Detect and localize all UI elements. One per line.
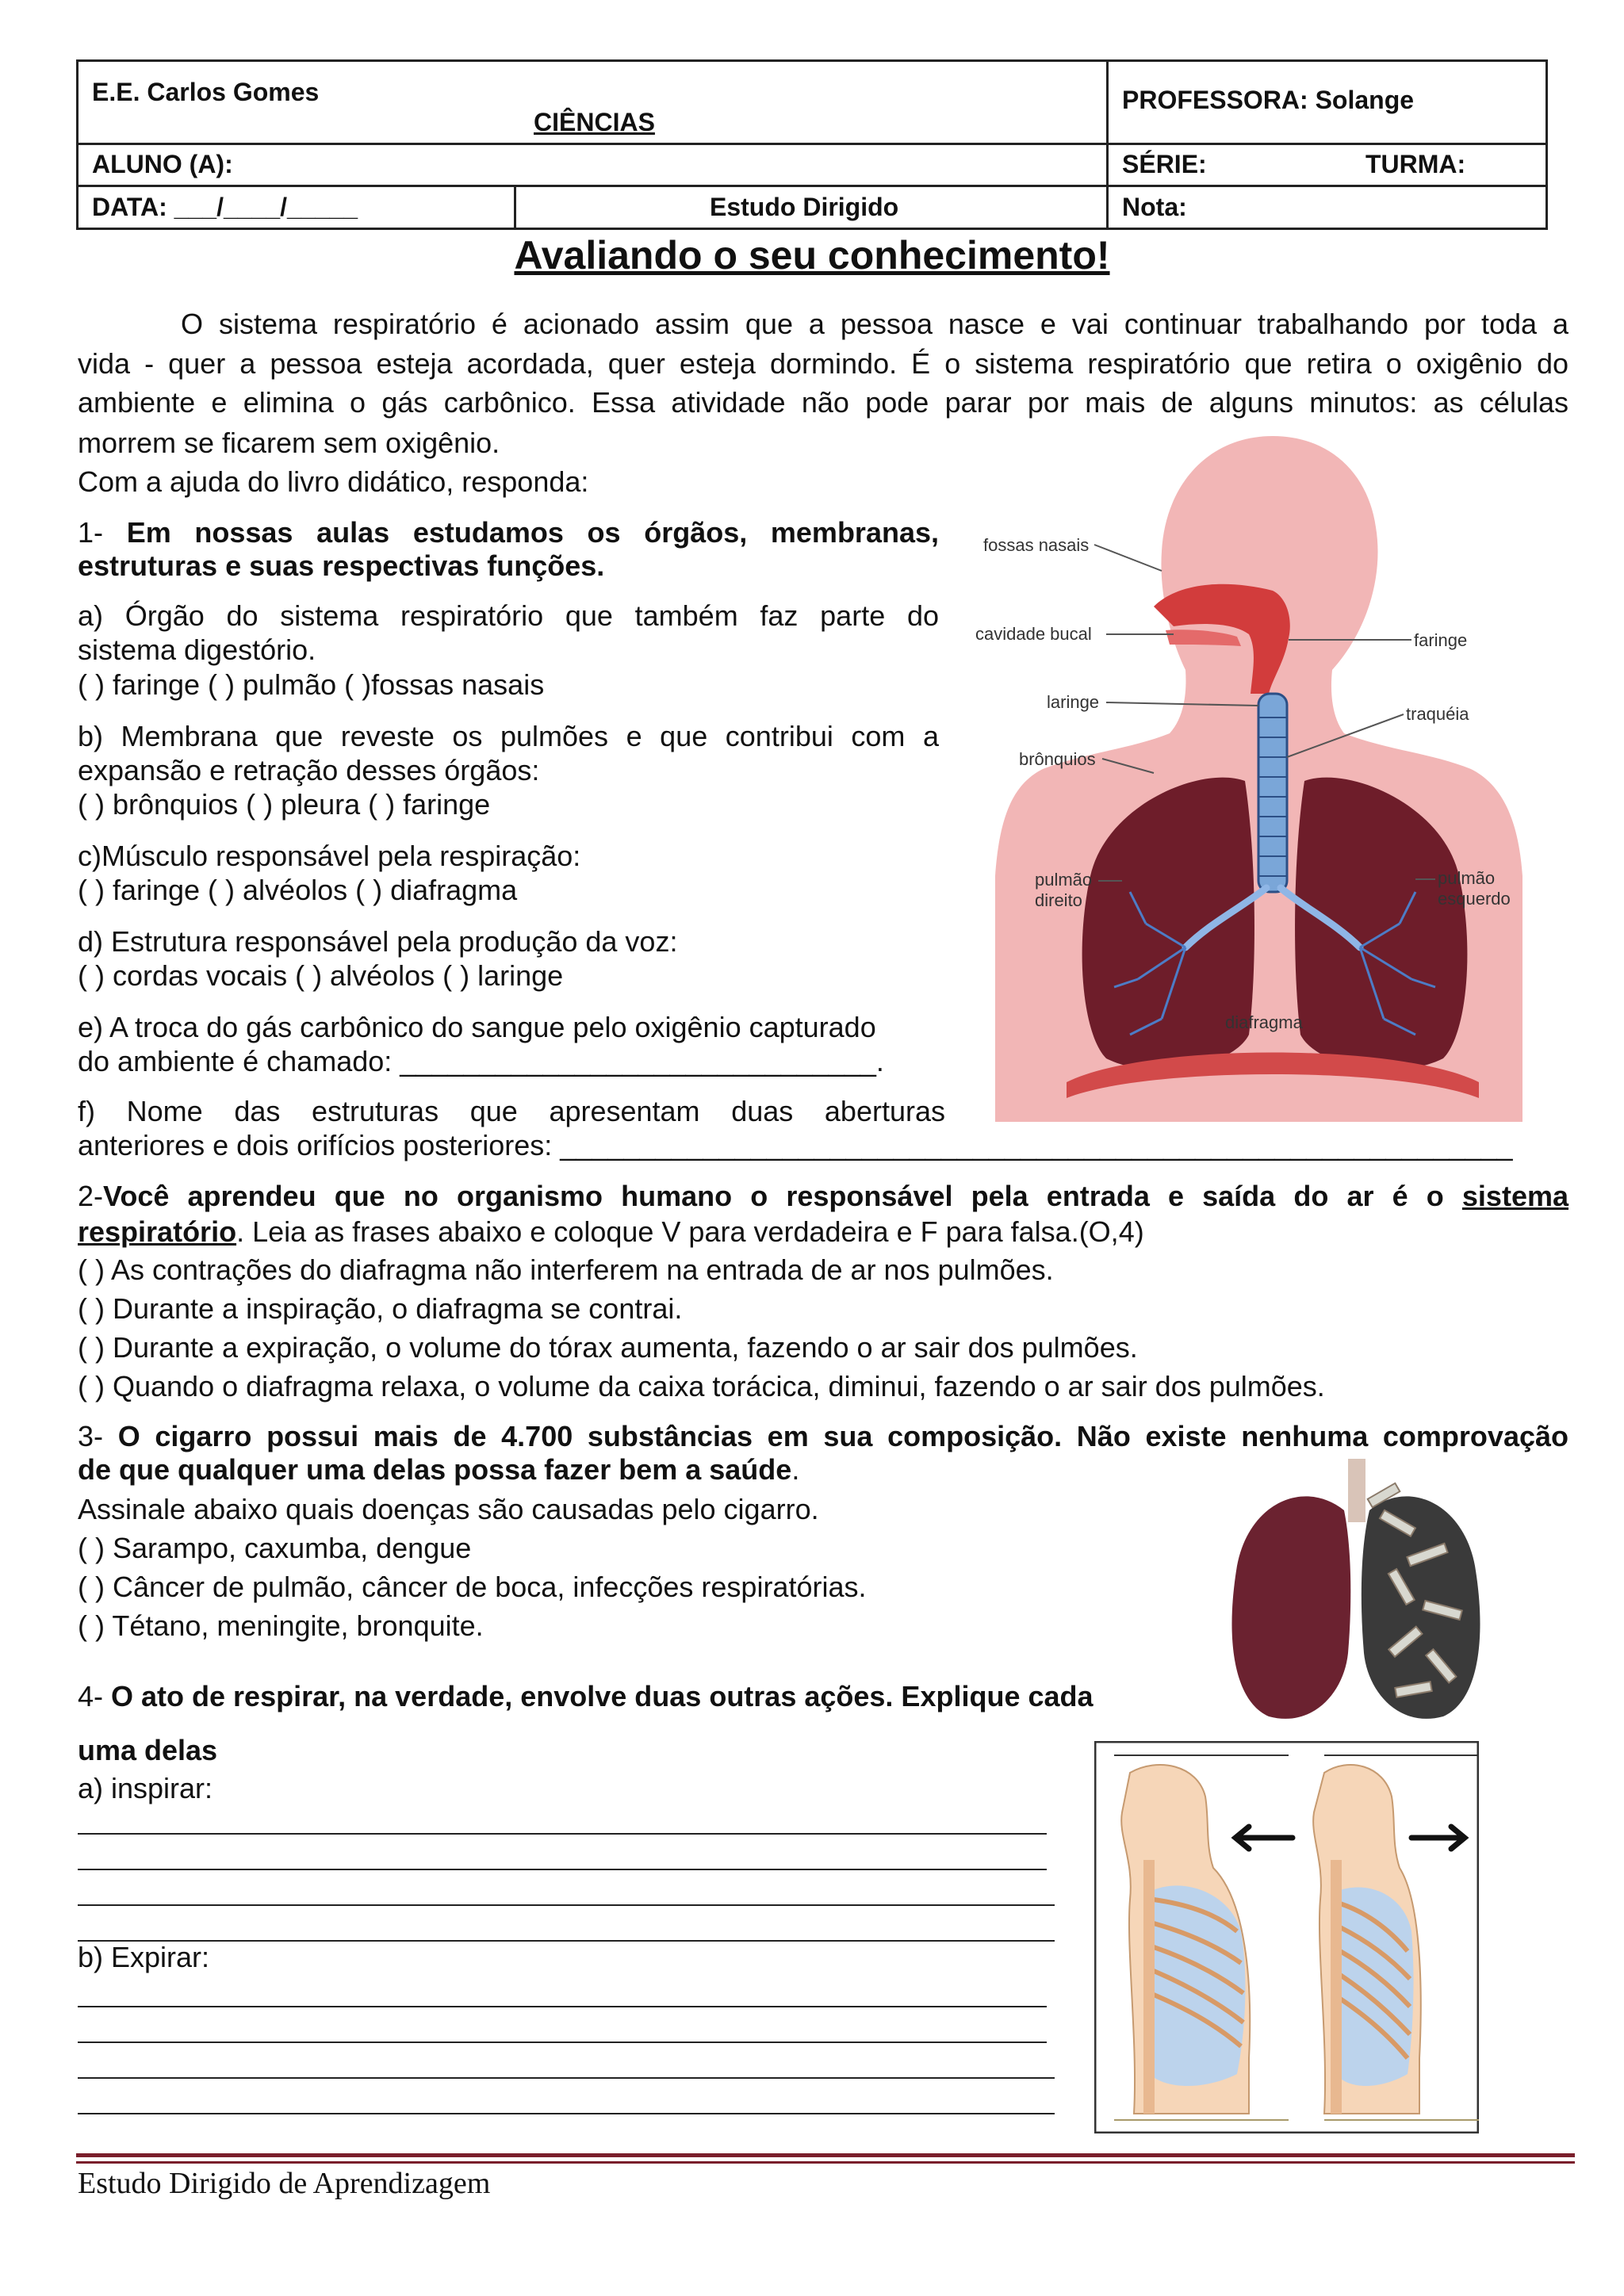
q2-item: ( ) Quando o diafragma relaxa, o volume da caixa torácica, diminui, fazendo o ar sair dos pulmões. — [78, 1370, 1325, 1402]
q2-item: ( ) Durante a inspiração, o diafragma se contrai. — [78, 1292, 683, 1325]
q2-item: ( ) Durante a expiração, o volume do tórax aumenta, fazendo o ar sair dos pulmões. — [78, 1331, 1138, 1364]
q1c-text: c)Músculo responsável pela respiração: — [78, 840, 581, 872]
label-right-lung: direito — [1035, 890, 1082, 910]
header-divider — [76, 143, 1548, 145]
subject-label: CIÊNCIAS — [534, 108, 655, 136]
page-title: Avaliando o seu conhecimento! — [514, 233, 1110, 277]
q1b-text: expansão e retração desses órgãos: — [78, 754, 540, 786]
grade-field: SÉRIE: — [1122, 150, 1207, 178]
answer-line[interactable] — [78, 1940, 1055, 1942]
q3-stem: 3- O cigarro possui mais de 4.700 substâncias em sua composição. Não existe nenhuma comprovação — [78, 1420, 1568, 1452]
q2-stem: respiratório. Leia as frases abaixo e coloque V para verdadeira e F para falsa.(O,4) — [78, 1215, 1144, 1248]
q1b-text: b) Membrana que reveste os pulmões e que contribui com a — [78, 720, 939, 752]
date-field: DATA: ___/____/_____ — [92, 193, 358, 221]
q1f-text: f) Nome das estruturas que apresentam duas aberturas — [78, 1095, 945, 1127]
score-field: Nota: — [1122, 193, 1187, 221]
q3-item: ( ) Sarampo, caxumba, dengue — [78, 1532, 472, 1564]
answer-line[interactable] — [78, 2006, 1047, 2007]
label-pharynx: faringe — [1414, 630, 1468, 650]
q1f-answer: anteriores e dois orifícios posteriores: ____________________________________________________________ — [78, 1129, 1513, 1161]
q1d-text: d) Estrutura responsável pela produção da voz: — [78, 925, 678, 958]
q1e-answer: do ambiente é chamado: ______________________________. — [78, 1045, 884, 1077]
trachea — [1348, 1459, 1365, 1522]
activity-label: Estudo Dirigido — [710, 193, 899, 221]
label-larynx: laringe — [1047, 692, 1100, 712]
q1e-text: e) A troca do gás carbônico do sangue pelo oxigênio capturado — [78, 1011, 876, 1043]
teacher-label: PROFESSORA: Solange — [1122, 86, 1415, 114]
class-field: TURMA: — [1365, 150, 1466, 178]
q3-item: ( ) Câncer de pulmão, câncer de boca, infecções respiratórias. — [78, 1571, 867, 1603]
q4b-label: b) Expirar: — [78, 1941, 210, 1973]
q4a-label: a) inspirar: — [78, 1772, 213, 1804]
answer-line[interactable] — [78, 1904, 1055, 1906]
label-trachea: traquéia — [1406, 704, 1469, 724]
respiratory-system-figure — [971, 432, 1542, 1122]
answer-line[interactable] — [78, 2077, 1055, 2079]
footer-divider — [76, 2153, 1575, 2157]
label-left-lung: pulmão — [1438, 868, 1496, 888]
q4-stem: 4- O ato de respirar, na verdade, envolve duas outras ações. Explique cada — [78, 1680, 1094, 1712]
q2-stem: 2-Você aprendeu que no organismo humano o responsável pela entrada e saída do ar é o sistema — [78, 1180, 1568, 1212]
answer-line[interactable] — [78, 1833, 1047, 1835]
header-divider — [514, 185, 516, 230]
q1-stem: 1- Em nossas aulas estudamos os órgãos, membranas, — [78, 516, 939, 549]
intro-line: morrem se ficarem sem oxigênio. — [78, 427, 500, 459]
answer-line[interactable] — [78, 2113, 1055, 2114]
school-name: E.E. Carlos Gomes — [92, 78, 320, 106]
breathing-figure — [1094, 1741, 1479, 2133]
label-left-lung: esquerdo — [1438, 889, 1511, 909]
q1c-options: ( ) faringe ( ) alvéolos ( ) diafragma — [78, 874, 518, 906]
student-field: ALUNO (A): — [92, 150, 233, 178]
q3-item: ( ) Tétano, meningite, bronquite. — [78, 1609, 484, 1642]
q1-stem: estruturas e suas respectivas funções. — [78, 549, 605, 582]
intro-line: vida - quer a pessoa esteja acordada, quer esteja dormindo. É o sistema respiratório que retira o oxigênio do — [78, 347, 1568, 380]
q3-instruction: Assinale abaixo quais doenças são causadas pelo cigarro. — [78, 1493, 819, 1525]
q3-stem: de que qualquer uma delas possa fazer bem a saúde. — [78, 1453, 800, 1486]
label-right-lung: pulmão — [1035, 870, 1093, 890]
label-oral: cavidade bucal — [975, 624, 1092, 644]
q1a-text: a) Órgão do sistema respiratório que também faz parte do — [78, 599, 939, 632]
intro-line: ambiente e elimina o gás carbônico. Essa atividade não pode parar por mais de alguns minutos: as células — [78, 386, 1568, 419]
answer-line[interactable] — [78, 2042, 1047, 2043]
q1a-text: sistema digestório. — [78, 633, 316, 666]
q4-stem: uma delas — [78, 1734, 218, 1766]
smoker-lungs-figure — [1225, 1455, 1487, 1724]
healthy-lung — [1231, 1496, 1350, 1719]
footer-text: Estudo Dirigido de Aprendizagem — [78, 2167, 491, 2200]
q2-item: ( ) As contrações do diafragma não interferem na entrada de ar nos pulmões. — [78, 1253, 1054, 1286]
header-divider — [76, 185, 1548, 187]
q1a-options: ( ) faringe ( ) pulmão ( )fossas nasais — [78, 668, 545, 701]
label-diaphragm: diafragma — [1225, 1012, 1303, 1032]
footer-divider — [76, 2161, 1575, 2164]
intro-line: O sistema respiratório é acionado assim que a pessoa nasce e vai continuar trabalhando por toda a — [181, 308, 1568, 340]
q1b-options: ( ) brônquios ( ) pleura ( ) faringe — [78, 788, 491, 821]
q1d-options: ( ) cordas vocais ( ) alvéolos ( ) laringe — [78, 959, 564, 992]
answer-line[interactable] — [78, 1869, 1047, 1870]
label-bronchi: brônquios — [1019, 749, 1096, 769]
trachea — [1258, 694, 1287, 892]
label-nasal: fossas nasais — [983, 535, 1090, 555]
header-divider — [1106, 59, 1109, 230]
instruction: Com a ajuda do livro didático, responda: — [78, 465, 589, 498]
